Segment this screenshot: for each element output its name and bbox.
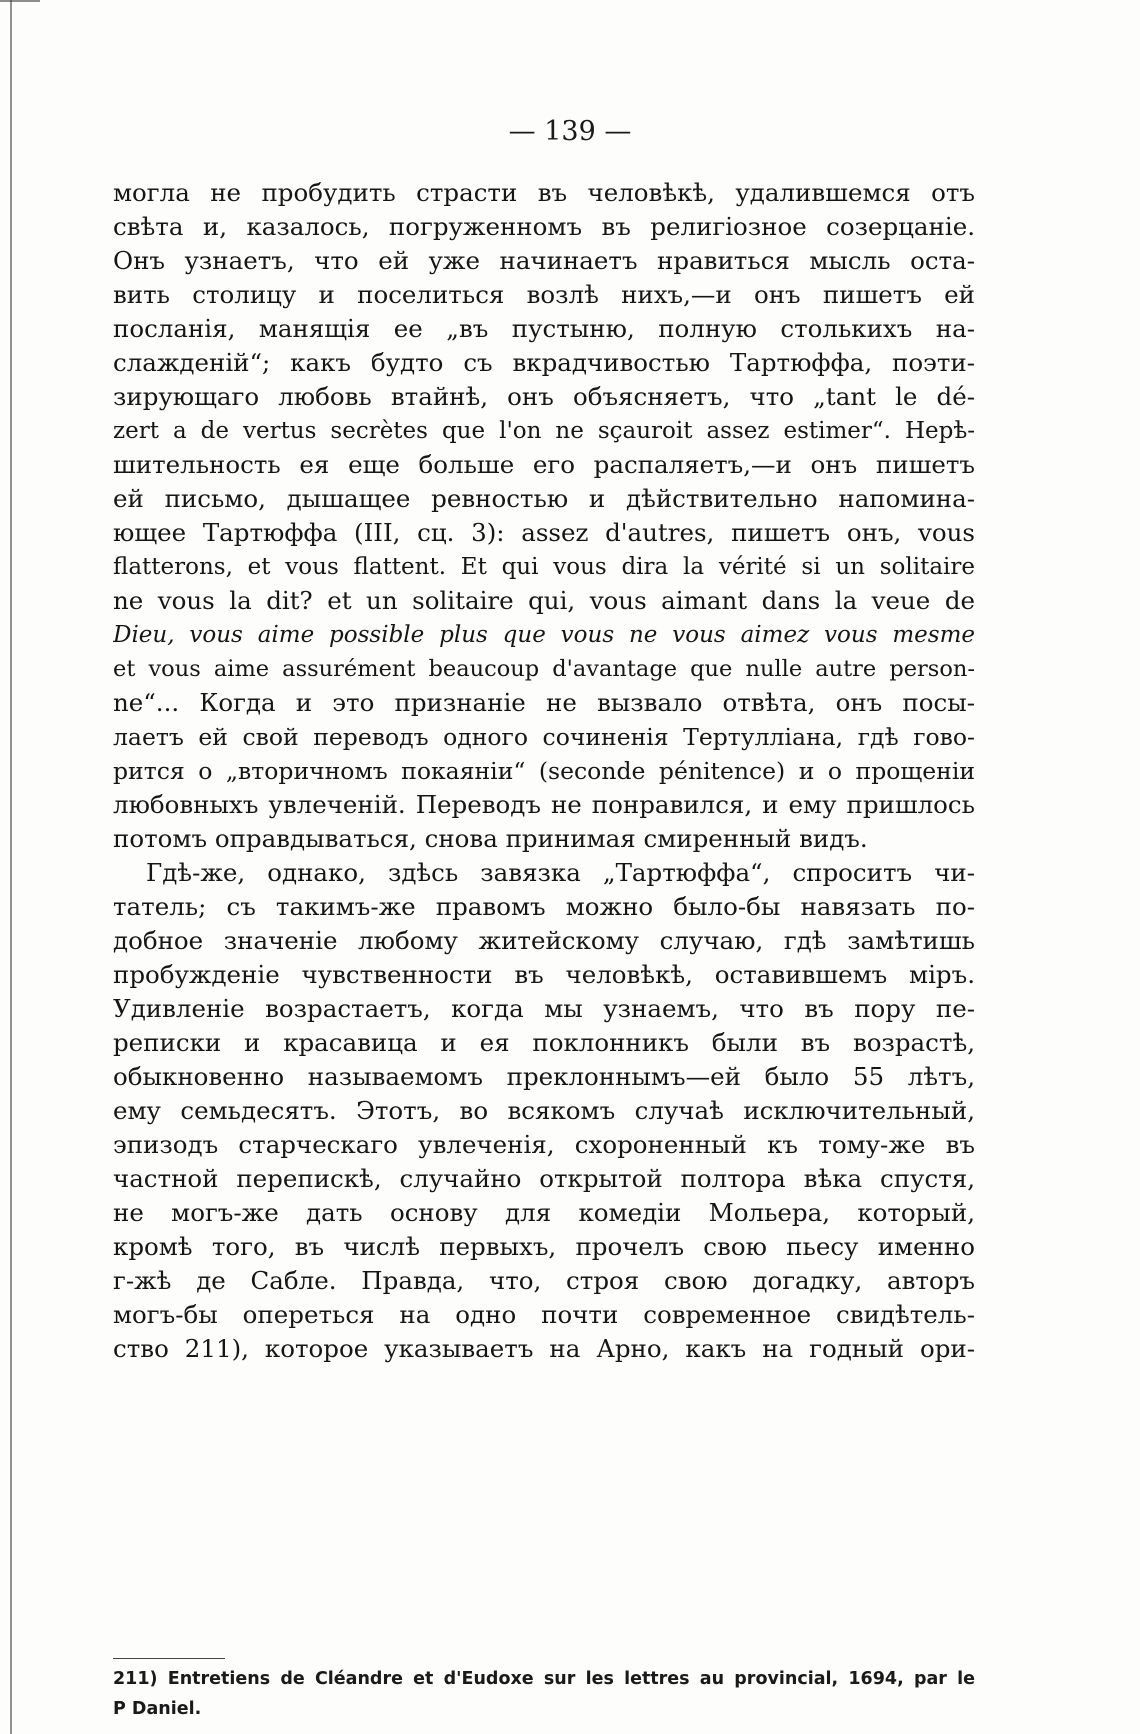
text-line: рится о „вторичномъ покаяніи“ (seconde pénitence) и о прощеніи (113, 757, 975, 785)
footnote-line: 211) Entretiens de Cléandre et d'Eudoxe sur les lettres au provincial, 1694, par le (113, 1669, 975, 1689)
text-line: татель; съ такимъ-же правомъ можно было-бы навязать по- (113, 892, 975, 921)
body-text (113, 176, 975, 1366)
text-line: добное значеніе любому житейскому случаю, гдѣ замѣтишь (113, 926, 975, 955)
text-line: flatterons, et vous flattent. Et qui vous dira la vérité si un solitaire (113, 554, 975, 580)
text-line: ne“... Когда и это признаніе не вызвало отвѣта, онъ посы- (113, 688, 975, 717)
text-line: ne vous la dit? et un solitaire qui, vous aimant dans la veue de (113, 586, 975, 615)
text-line: Гдѣ-же, однако, здѣсь завязка „Тартюффа“, спроситъ чи- (146, 858, 975, 887)
text-line: г-жѣ де Сабле. Правда, что, строя свою догадку, авторъ (113, 1266, 975, 1295)
text-line: посланія, манящія ее „въ пустыню, полную столькихъ на- (113, 314, 975, 343)
text-line: слажденій“; какъ будто съ вкрадчивостью Тартюффа, поэти- (113, 348, 975, 377)
text-line: могъ-бы опереться на одно почти современное свидѣтель- (113, 1300, 975, 1329)
page-edge-corner (0, 0, 40, 10)
text-line: ему семьдесятъ. Этотъ, во всякомъ случаѣ исключительный, (113, 1096, 975, 1125)
text-line: реписки и красавица и ея поклонникъ были въ возрастѣ, (113, 1028, 975, 1057)
text-line: ей письмо, дышащее ревностью и дѣйствительно напомина- (113, 484, 975, 513)
footnote-rule (113, 1658, 225, 1659)
text-line: могла не пробудить страсти въ человѣкѣ, удалившемся отъ (113, 178, 975, 207)
text-line: ющее Тартюффа (III, сц. 3): assez d'autres, пишетъ онъ, vous (113, 518, 975, 547)
text-line: et vous aime assurément beaucoup d'avantage que nulle autre person- (113, 656, 975, 682)
text-line: эпизодъ старческаго увлеченія, схороненный къ тому-же въ (113, 1130, 975, 1159)
text-line: пробужденіе чувственности въ человѣкѣ, оставившемъ міръ. (113, 960, 975, 989)
footnote (113, 1664, 975, 1724)
text-line: zert a de vertus secrètes que l'on ne sçauroit assez estimer“. Нерѣ- (113, 418, 975, 444)
page-edge-line (10, 0, 12, 1734)
text-line: лаетъ ей свой переводъ одного сочиненія Тертулліана, гдѣ гово- (113, 723, 975, 751)
text-line: зирующаго любовь втайнѣ, онъ объясняетъ, что „tant le dé- (113, 382, 975, 411)
text-line: обыкновенно называемомъ преклоннымъ—ей было 55 лѣтъ, (113, 1062, 975, 1091)
text-line: потомъ оправдываться, снова принимая смиренный видъ. (113, 824, 868, 853)
text-line: кромѣ того, въ числѣ первыхъ, прочелъ свою пьесу именно (113, 1232, 975, 1261)
text-line: свѣта и, казалось, погруженномъ въ религіозное созерцаніе. (113, 212, 975, 241)
text-line: ство 211), которое указываетъ на Арно, какъ на годный ори- (113, 1334, 975, 1363)
footnote-line: P Daniel. (113, 1699, 202, 1719)
text-line: шительность ея еще больше его распаляетъ,—и онъ пишетъ (113, 450, 975, 479)
page-number: — 139 — (508, 116, 632, 147)
text-line: Удивленіе возрастаетъ, когда мы узнаемъ, что въ пору пе- (113, 994, 975, 1023)
text-line: Dieu, vous aime possible plus que vous ne vous aimez vous mesme (113, 622, 975, 648)
text-line: не могъ-же дать основу для комедіи Мольера, который, (113, 1198, 975, 1227)
text-line: частной перепискѣ, случайно открытой полтора вѣка спустя, (113, 1164, 975, 1193)
text-line: вить столицу и поселиться возлѣ нихъ,—и онъ пишетъ ей (113, 280, 975, 309)
text-line: любовныхъ увлеченій. Переводъ не понравился, и ему пришлось (113, 790, 975, 819)
text-line: Онъ узнаетъ, что ей уже начинаетъ нравиться мысль оста- (113, 246, 975, 275)
